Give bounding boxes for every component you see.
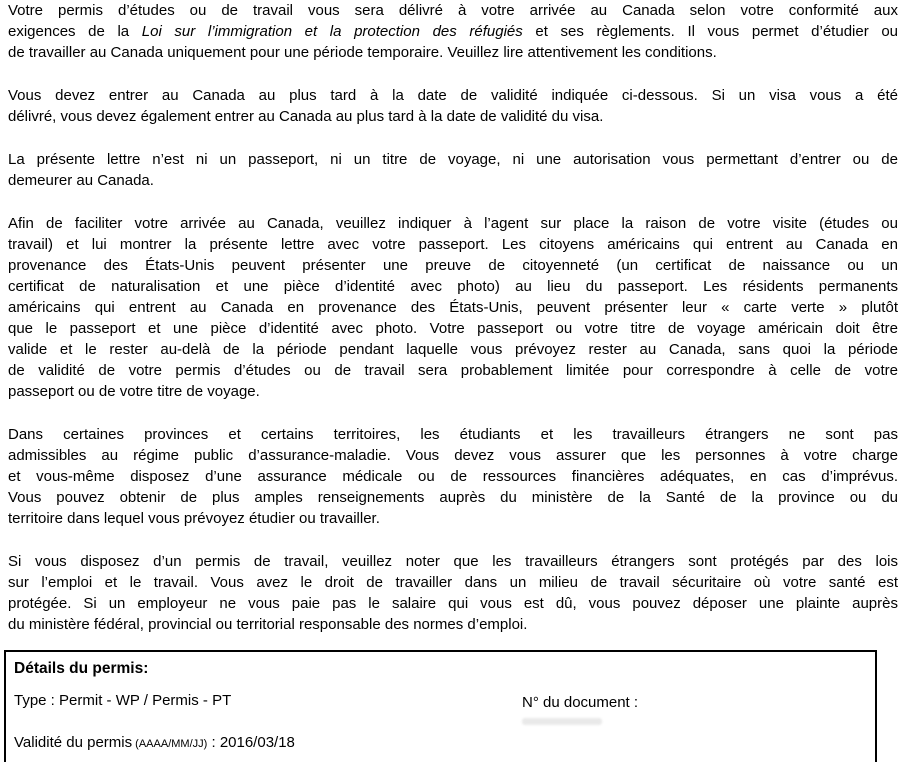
faint-scan-artifact (522, 718, 602, 725)
paragraph (8, 424, 898, 529)
text-line (8, 487, 898, 508)
text-line (8, 85, 898, 106)
text-line (8, 106, 898, 127)
text-segment: américains qui entrent au Canada en provenance des États-Unis, peuvent présenter leur « carte verte » plutôt (8, 299, 898, 316)
text-segment: délivré, vous devez également entrer au Canada au plus tard à la date de validité du visa. (8, 108, 604, 125)
body-text (8, 0, 898, 635)
text-segment: admissibles au régime public d’assurance-maladie. Vous devez vous assurer que les personnes à votre charge (8, 447, 898, 464)
permit-validity-row (14, 732, 867, 753)
text-line (8, 297, 898, 318)
validity-separator: : (207, 734, 220, 751)
text-line (8, 614, 898, 635)
text-line (8, 508, 898, 529)
text-line (8, 551, 898, 572)
text-line (8, 149, 898, 170)
text-segment: territoire dans lequel vous prévoyez étudier ou travailler. (8, 510, 380, 527)
text-segment: Vous pouvez obtenir de plus amples renseignements auprès du ministère de la Santé de la province ou du (8, 489, 898, 506)
permit-details-box (4, 650, 877, 762)
paragraph (8, 551, 898, 635)
text-line (8, 318, 898, 339)
validity-label: Validité du permis (14, 734, 133, 751)
text-segment: Si vous disposez d’un permis de travail, veuillez noter que les travailleurs étrangers sont protégés par des lois (8, 553, 898, 570)
text-line (8, 339, 898, 360)
permit-type-line: Type : Permit - WP / Permis - PT (14, 692, 232, 709)
text-segment: protégée. Si un employeur ne vous paie pas le salaire qui vous est dû, vous pouvez déposer une plainte auprès (8, 595, 898, 612)
text-line (8, 234, 898, 255)
text-segment: La présente lettre n’est ni un passeport, ni un titre de voyage, ni une autorisation vous permettant d’entrer ou de (8, 151, 898, 168)
text-segment: provenance des États-Unis peuvent présenter une preuve de citoyenneté (un certificat de naissance ou un (8, 257, 898, 274)
text-line (8, 276, 898, 297)
text-segment: et ses règlements. Il vous permet d’étudier ou (522, 23, 899, 40)
text-segment: valide et le rester au-delà de la période pendant laquelle vous prévoyez rester au Canada, sans quoi la période (8, 341, 898, 358)
text-segment: Afin de faciliter votre arrivée au Canada, veuillez indiquer à l’agent sur place la raison de votre visite (études ou (8, 215, 898, 232)
text-line (8, 466, 898, 487)
text-line (8, 445, 898, 466)
text-line (8, 424, 898, 445)
text-segment: Vous devez entrer au Canada au plus tard à la date de validité indiquée ci-dessous. Si un visa vous a été (8, 87, 898, 104)
document-number-label: N° du document : (522, 694, 639, 711)
paragraph (8, 149, 898, 191)
text-line (8, 572, 898, 593)
text-line (8, 42, 898, 63)
text-line (8, 21, 898, 42)
paragraph (8, 85, 898, 127)
text-line (8, 213, 898, 234)
text-segment: passeport ou de votre titre de voyage. (8, 383, 260, 400)
text-segment: demeurer au Canada. (8, 172, 154, 189)
validity-date-format: (AAAA/MM/JJ) (132, 738, 208, 750)
text-segment: Votre permis d’études ou de travail vous sera délivré à votre arrivée au Canada selon votre conformité aux (8, 2, 898, 19)
paragraph (8, 213, 898, 402)
text-segment: de validité de votre permis d’études ou de travail sera probablement limitée pour correspondre à celle de votre (8, 362, 898, 379)
permit-details-title: Détails du permis: (14, 660, 149, 677)
permit-type-row (14, 690, 867, 711)
text-segment: sur l’emploi et le travail. Vous avez le droit de travailler dans un milieu de travail sécuritaire où votre santé est (8, 574, 898, 591)
paragraph (8, 0, 898, 63)
text-segment: de travailler au Canada uniquement pour une période temporaire. Veuillez lire attentivement les conditions. (8, 44, 717, 61)
text-segment: certificat de naturalisation et une pièce d’identité avec photo) au lieu du passeport. Les résidents permanents (8, 278, 898, 295)
text-segment: exigences de la (8, 23, 142, 40)
text-segment: Dans certaines provinces et certains territoires, les étudiants et les travailleurs étrangers ne sont pas (8, 426, 898, 443)
text-segment: du ministère fédéral, provincial ou territorial responsable des normes d’emploi. (8, 616, 528, 633)
validity-date-value: 2016/03/18 (219, 734, 295, 751)
text-segment: et vous-même disposez d’une assurance médicale ou de ressources financières adéquates, en cas d’imprévus. (8, 468, 898, 485)
text-line (8, 0, 898, 21)
text-line (8, 360, 898, 381)
text-segment: travail) et lui montrer la présente lettre avec votre passeport. Les citoyens américains qui entrent au Canada en (8, 236, 898, 253)
text-line (8, 381, 898, 402)
text-line (8, 593, 898, 614)
text-line (8, 170, 898, 191)
text-segment: Loi sur l’immigration et la protection des réfugiés (141, 23, 523, 40)
text-line (8, 255, 898, 276)
text-segment: que le passeport et une pièce d’identité avec photo. Votre passeport ou votre titre de voyage américain doit être (8, 320, 898, 337)
